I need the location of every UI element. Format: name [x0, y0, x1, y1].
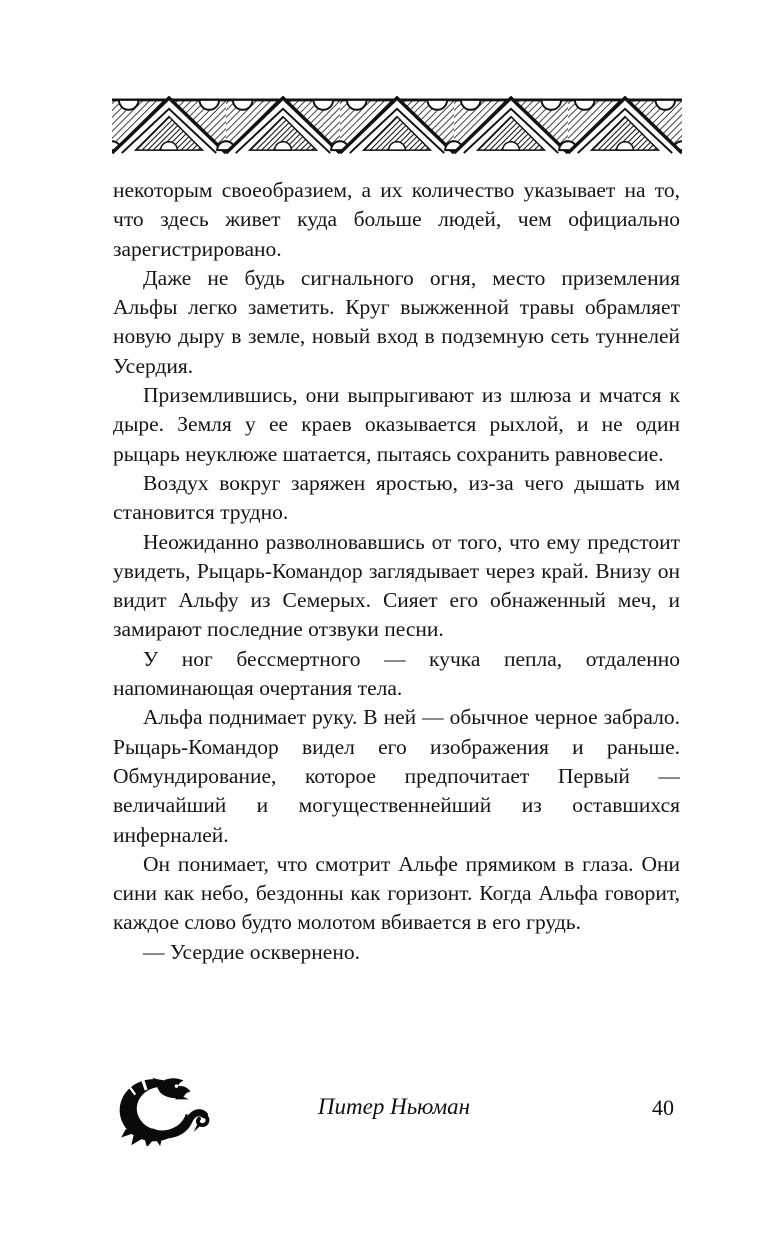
- zigzag-ornament-border: [112, 96, 682, 157]
- paragraph: Альфа поднимает руку. В ней — обычное черное забрало. Рыцарь-Командор видел его изображения и раньше. Обмундирование, которое предпочитает Первый — величайший и могущественнейший из оставшихся инферналей.: [113, 705, 680, 847]
- paragraph: Приземлившись, они выпрыгивают из шлюза и мчатся к дыре. Земля у ее краев оказывается рыхлой, и не один рыцарь неуклюже шатается, пытаясь сохранить равновесие.: [113, 383, 680, 466]
- paragraph: Неожиданно разволновавшись от того, что ему предстоит увидеть, Рыцарь-Командор заглядывает через край. Внизу он видит Альфу из Семерых. Сияет его обнаженный меч, и замирают последние отзвуки песни.: [113, 529, 680, 642]
- page-number: 40: [652, 1095, 674, 1120]
- paragraph: — Усердие осквернено.: [143, 939, 360, 964]
- paragraph: Воздух вокруг заряжен яростью, из-за чего дышать им становится трудно.: [113, 470, 680, 525]
- paragraph: некоторым своеобразием, а их количество указывает на то, что здесь живет куда больше людей, чем официально зарегистрировано.: [113, 178, 680, 261]
- page-footer: [108, 1070, 680, 1154]
- paragraph: Даже не будь сигнального огня, место приземления Альфы легко заметить. Круг выжженной травы обрамляет новую дыру в земле, новый вход в подземную сеть туннелей Усердия.: [113, 265, 680, 378]
- footer-author-name: Питер Ньюман: [317, 1094, 471, 1119]
- page-text: [113, 176, 680, 967]
- paragraph: У ног бессмертного — кучка пепла, отдаленно напоминающая очертания тела.: [113, 646, 680, 701]
- paragraph: Он понимает, что смотрит Альфе прямиком в глаза. Они сини как небо, бездонны как горизонт. Когда Альфа говорит, каждое слово будто молотом вбивается в его грудь.: [113, 851, 680, 935]
